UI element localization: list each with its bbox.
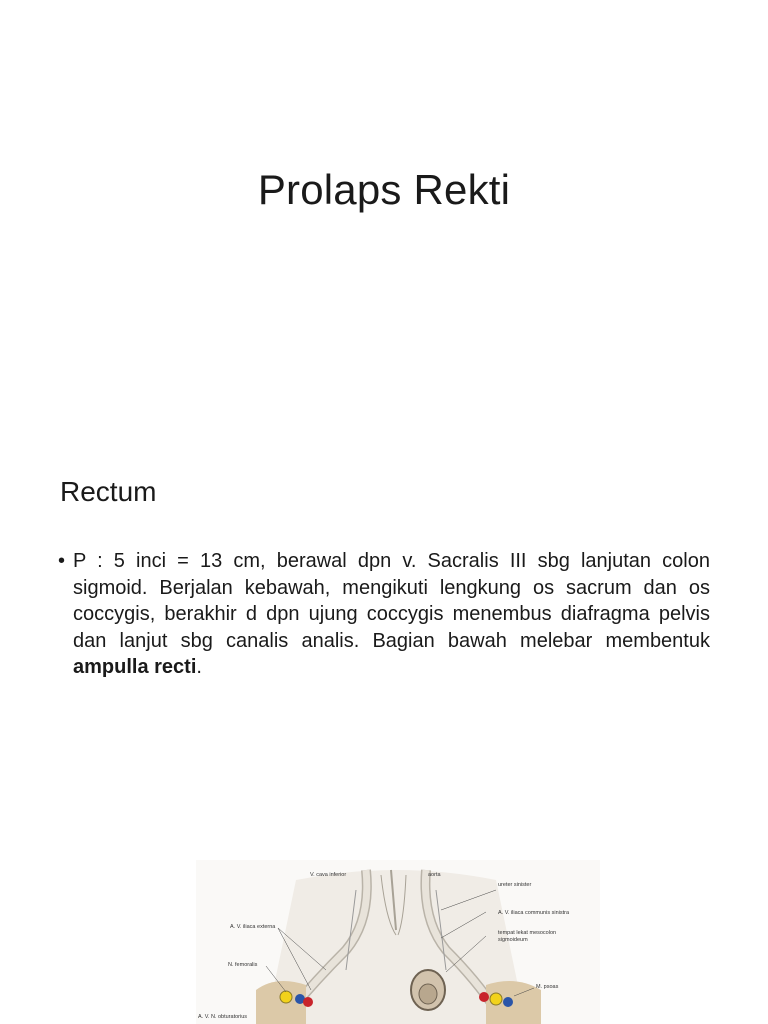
- anatomy-illustration: [196, 860, 600, 1024]
- label-obturatorius: A. V. N. obturatorius: [198, 1014, 248, 1020]
- label-psoas: M. psoas: [536, 984, 559, 990]
- slide-title: Prolaps Rekti: [257, 166, 511, 213]
- bullet-item: [58, 548, 710, 681]
- label-iliaca-communis: A. V. iliaca communis sinistra: [498, 910, 570, 916]
- label-mesocolon: tempat lekat mesocolon sigmoideum: [498, 930, 557, 943]
- section-heading: Rectum: [60, 476, 157, 507]
- bullet-list: [58, 548, 710, 681]
- bullet-text: [73, 548, 710, 681]
- label-ureter: ureter sinister: [498, 882, 532, 888]
- bullet-bold-term: ampulla recti: [73, 656, 197, 678]
- bullet-text-end: .: [196, 656, 202, 678]
- bullet-symbol: •: [58, 550, 66, 572]
- label-iliaca-externa: A. V. iliaca externa: [230, 924, 276, 930]
- label-vena-cava: V. cava inferior: [310, 872, 347, 878]
- label-femoralis: N. femoralis: [228, 962, 258, 968]
- bullet-text-main: P : 5 inci = 13 cm, berawal dpn v. Sacralis III sbg lanjutan colon sigmoid. Berjalan kebawah, mengikuti lengkung os sacrum dan os coccygis, berakhir d dpn ujung coccygis menembus diafragma pelvis dan lanjut sbg canalis analis. Bagian bawah melebar membentuk: [73, 550, 710, 652]
- label-aorta: aorta: [428, 872, 441, 878]
